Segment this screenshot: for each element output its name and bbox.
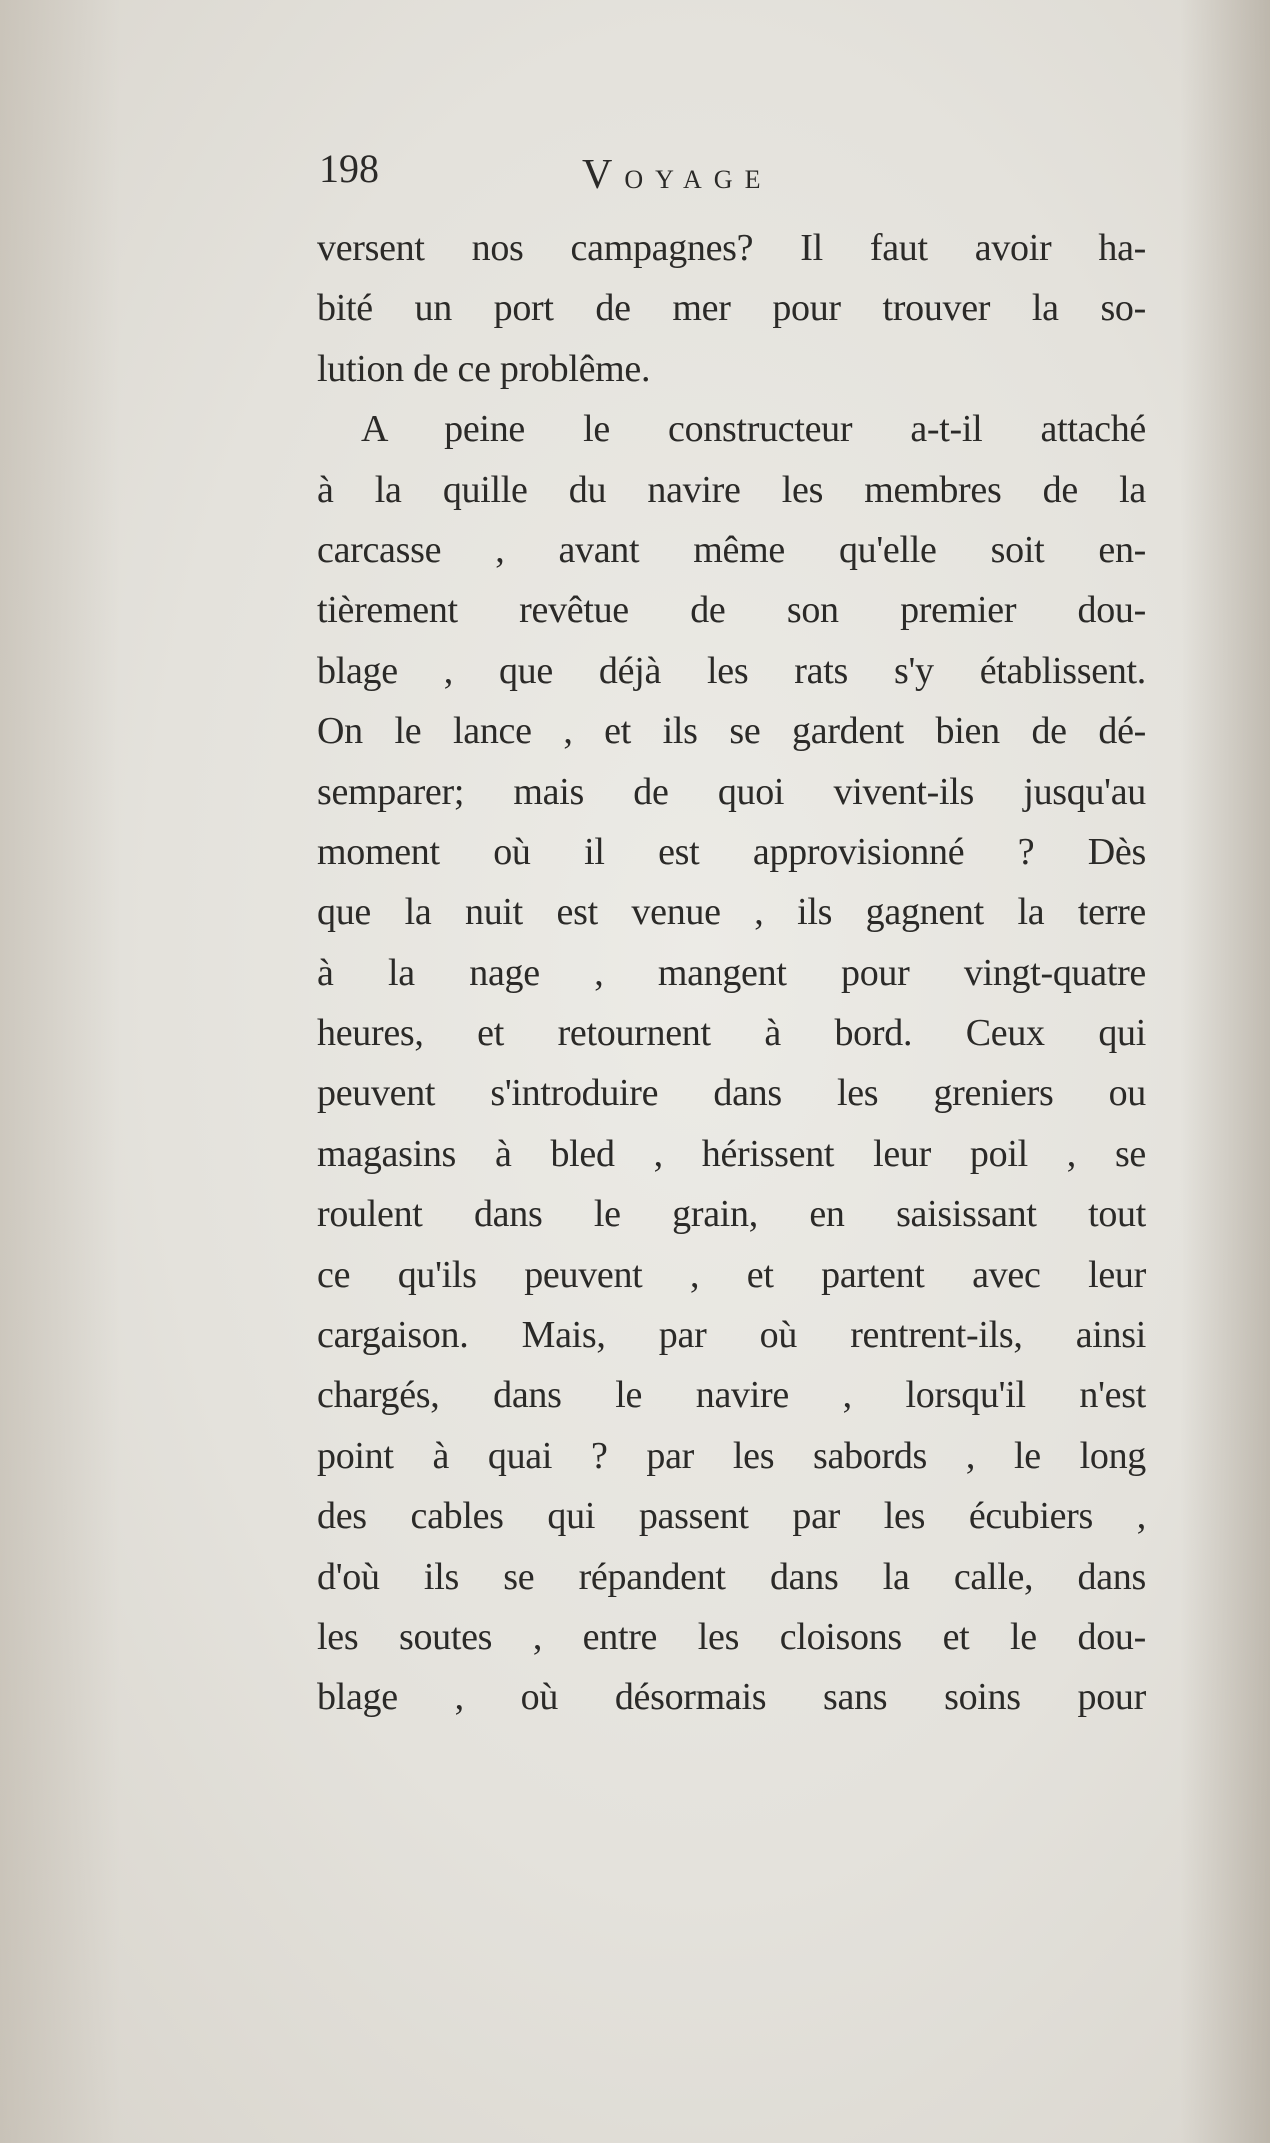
text-line: versent nos campagnes? Il faut avoir ha- — [317, 227, 1146, 269]
text-line: blage , où désormais sans soins pour — [317, 1676, 1146, 1719]
page-number: 198 — [319, 146, 379, 191]
running-title-initial: V — [582, 152, 625, 198]
text-line: blage , que déjà les rats s'y établissent. — [317, 649, 1146, 692]
text-line: A peine le constructeur a-t-il attaché — [361, 408, 1146, 451]
running-title — [582, 145, 772, 210]
text-line: roulent dans le grain, en saisissant tout — [317, 1193, 1146, 1236]
page-shadow-left — [0, 0, 120, 2143]
text-line: peuvent s'introduire dans les greniers ou — [317, 1072, 1146, 1115]
text-line: magasins à bled , hérissent leur poil , se — [317, 1132, 1146, 1175]
page-header — [317, 145, 1146, 205]
text-line: semparer; mais de quoi vivent-ils jusqu'au — [317, 770, 1146, 813]
text-line: que la nuit est venue , ils gagnent la terre — [317, 891, 1146, 934]
text-line: à la nage , mangent pour vingt-quatre — [317, 951, 1146, 994]
text-line: carcasse , avant même qu'elle soit en- — [317, 528, 1146, 571]
text-line: moment où il est approvisionné ? Dès — [317, 830, 1146, 873]
text-line: point à quai ? par les sabords , le long — [317, 1434, 1146, 1477]
text-line: tièrement revêtue de son premier dou- — [317, 589, 1146, 632]
text-line: On le lance , et ils se gardent bien de dé- — [317, 710, 1146, 753]
page-shadow-right — [1180, 0, 1270, 2143]
body-text — [317, 218, 1146, 1728]
running-title-rest: OYAGE — [624, 165, 773, 194]
text-line: des cables qui passent par les écubiers , — [317, 1495, 1146, 1538]
text-line: d'où ils se répandent dans la calle, dans — [317, 1555, 1146, 1598]
text-line: les soutes , entre les cloisons et le dou- — [317, 1615, 1146, 1658]
text-line: chargés, dans le navire , lorsqu'il n'est — [317, 1374, 1146, 1417]
text-line: ce qu'ils peuvent , et partent avec leur — [317, 1253, 1146, 1296]
text-line: bité un port de mer pour trouver la so- — [317, 287, 1146, 330]
text-line: cargaison. Mais, par où rentrent-ils, ainsi — [317, 1314, 1146, 1357]
text-line: heures, et retournent à bord. Ceux qui — [317, 1012, 1146, 1055]
text-line: à la quille du navire les membres de la — [317, 468, 1146, 511]
text-line: lution de ce problême. — [317, 347, 651, 390]
